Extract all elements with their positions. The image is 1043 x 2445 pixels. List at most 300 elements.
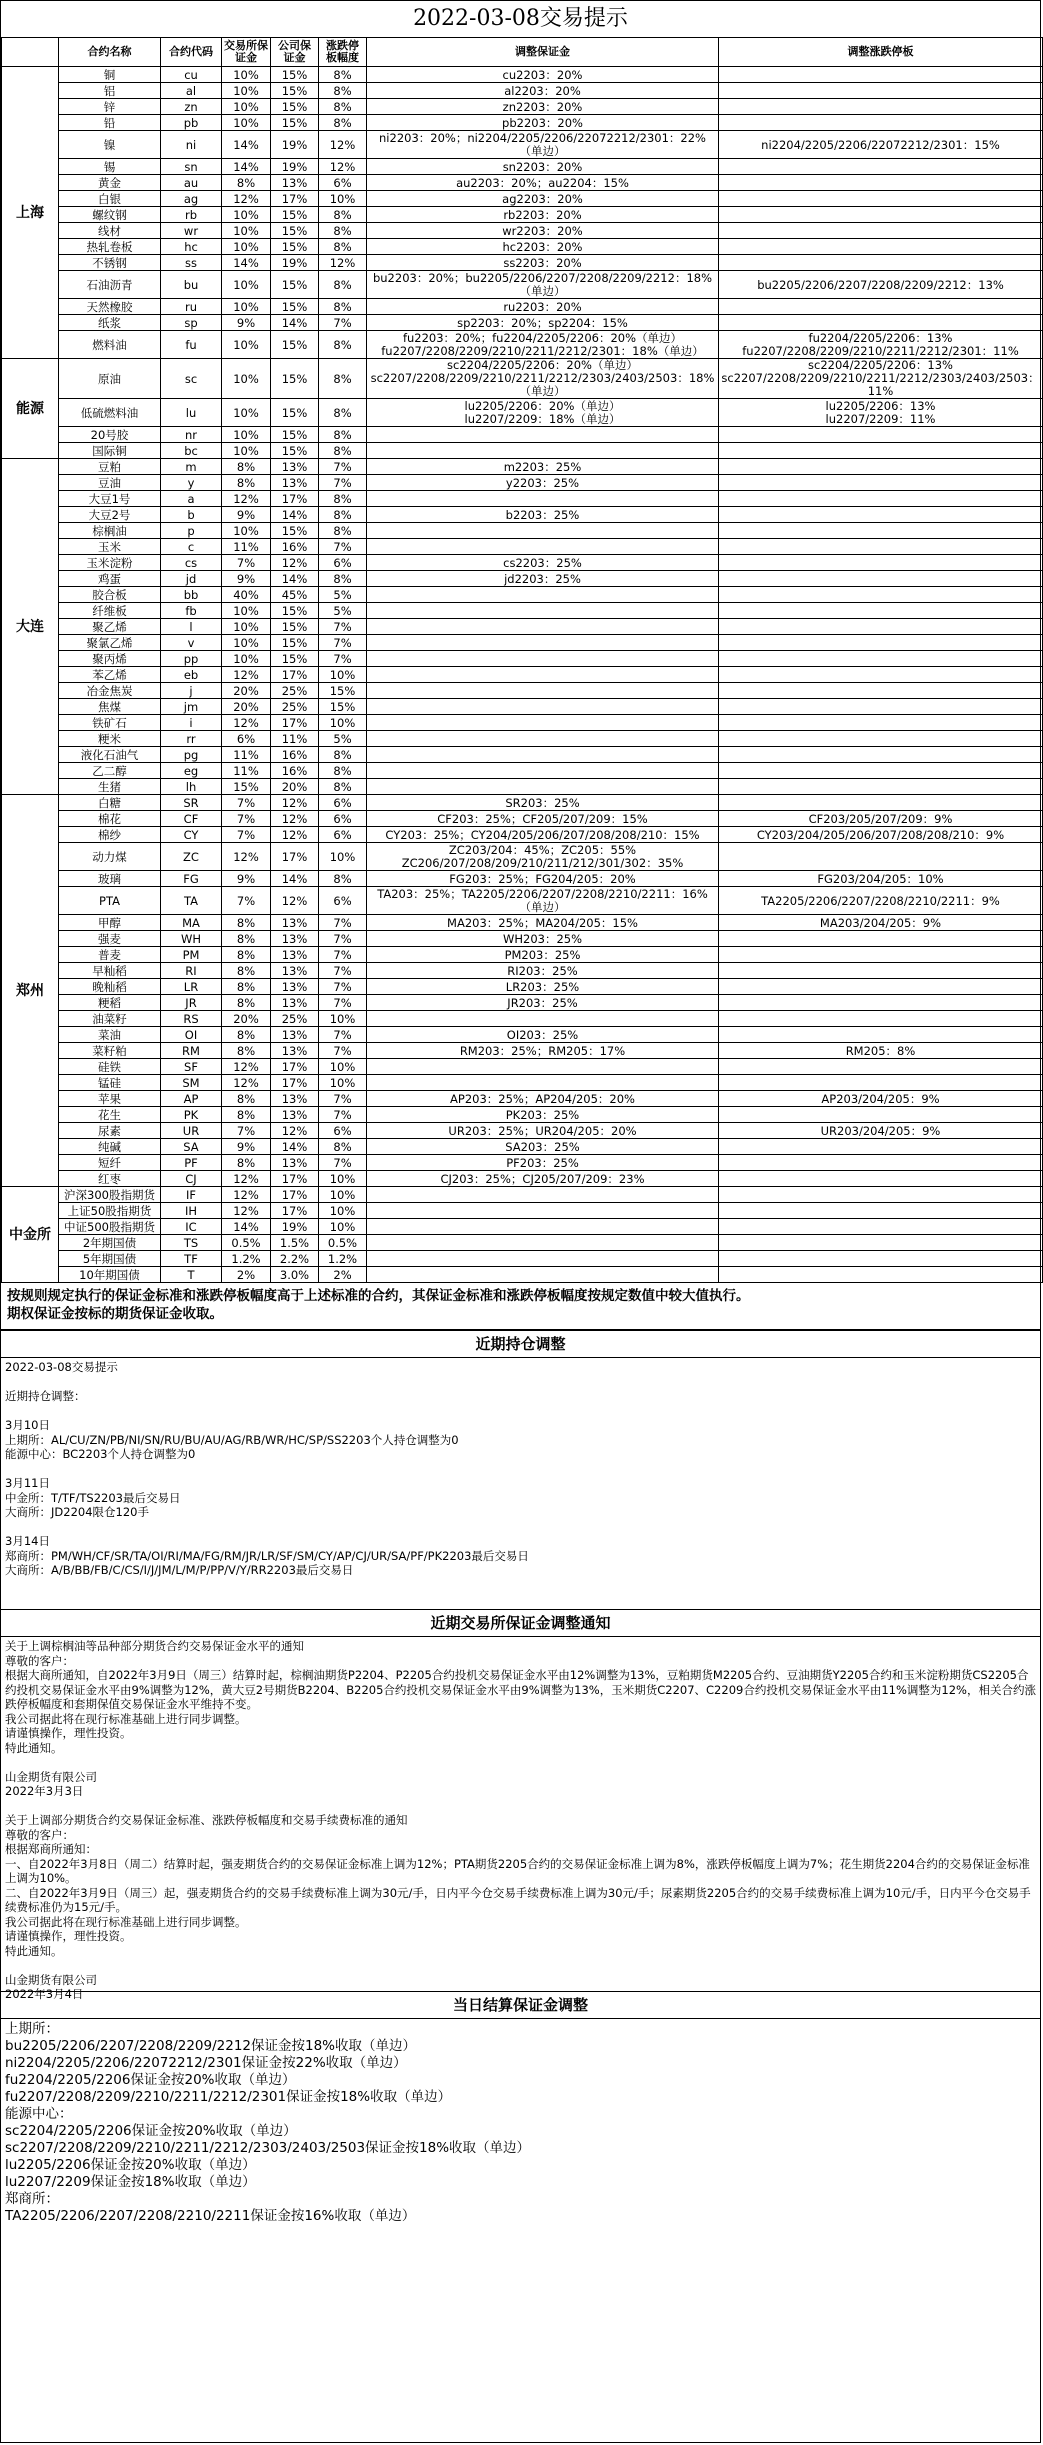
exchange-margin-cell: 10%: [222, 207, 271, 223]
company-margin-cell: 12%: [271, 811, 319, 827]
table-row: [2, 699, 1043, 715]
header-cell: 公司保证金: [271, 38, 319, 67]
exchange-margin-cell: 10%: [222, 83, 271, 99]
contract-code-cell: c: [161, 539, 222, 555]
exchange-margin-cell: 10%: [222, 635, 271, 651]
adjusted-margin-cell: [367, 399, 719, 427]
contract-name-cell: 红枣: [59, 1171, 161, 1187]
adjusted-margin-cell: wr2203：20%: [367, 223, 719, 239]
company-margin-cell: 15%: [271, 399, 319, 427]
text-line: 特此通知。: [5, 1740, 63, 1755]
contract-code-cell: IC: [161, 1219, 222, 1235]
text-line: 关于上调部分期货合约交易保证金标准、涨跌停板幅度和交易手续费标准的通知: [5, 1813, 408, 1827]
adjusted-limit-cell: [719, 555, 1043, 571]
adjusted-limit-cell: [719, 699, 1043, 715]
adjusted-limit-cell: [719, 843, 1043, 871]
company-margin-cell: 13%: [271, 995, 319, 1011]
contract-code-cell: zn: [161, 99, 222, 115]
exchange-margin-cell: 7%: [222, 887, 271, 915]
table-row: [2, 507, 1043, 523]
adjusted-margin-cell: [367, 587, 719, 603]
adjusted-margin-cell: [367, 1203, 719, 1219]
price-limit-cell: 12%: [319, 159, 367, 175]
table-row: [2, 1203, 1043, 1219]
contract-code-cell: hc: [161, 239, 222, 255]
adjusted-limit-cell: [719, 571, 1043, 587]
exchange-margin-cell: 10%: [222, 271, 271, 299]
text-line: fu2204/2205/2206保证金按20%收取（单边）: [5, 2072, 296, 2088]
table-row: [2, 947, 1043, 963]
exchange-margin-cell: 9%: [222, 315, 271, 331]
company-margin-cell: 17%: [271, 491, 319, 507]
adjusted-limit-cell: [719, 1203, 1043, 1219]
adjusted-margin-cell: [367, 1235, 719, 1251]
cell-line: sc2207/2208/2209/2210/2211/2212/2303/2403/2503：18%（单边）: [370, 371, 715, 398]
adjusted-limit-cell: [719, 1059, 1043, 1075]
contract-name-cell: 铜: [59, 67, 161, 83]
contract-code-cell: CF: [161, 811, 222, 827]
adjusted-margin-cell: ni2203：20%；ni2204/2205/2206/22072212/2301：22%（单边）: [367, 131, 719, 159]
price-limit-cell: 6%: [319, 827, 367, 843]
company-margin-cell: 17%: [271, 1171, 319, 1187]
contract-code-cell: RM: [161, 1043, 222, 1059]
adjusted-margin-cell: AP203：25%；AP204/205：20%: [367, 1091, 719, 1107]
margin-notice-body: [1, 1637, 1040, 2001]
table-row: [2, 523, 1043, 539]
contract-name-cell: 粳稻: [59, 995, 161, 1011]
text-line: 一、自2022年3月8日（周二）结算时起，强麦期货合约的交易保证金标准上调为12%；PTA期货2205合约的交易保证金标准上调为8%，涨跌停板幅度上调为7%；花生期货2204合约的交易保证金标准上调为10%。: [5, 1856, 1030, 1885]
table-row: [2, 763, 1043, 779]
adjusted-margin-cell: m2203：25%: [367, 459, 719, 475]
adjusted-limit-cell: [719, 1011, 1043, 1027]
exchange-margin-cell: 8%: [222, 963, 271, 979]
adjusted-margin-cell: rb2203：20%: [367, 207, 719, 223]
text-line: 郑商所：: [5, 2191, 59, 2207]
exchange-margin-cell: 40%: [222, 587, 271, 603]
contract-name-cell: 不锈钢: [59, 255, 161, 271]
table-row: [2, 795, 1043, 811]
contract-name-cell: 镍: [59, 131, 161, 159]
price-limit-cell: 7%: [319, 619, 367, 635]
contract-code-cell: PK: [161, 1107, 222, 1123]
exchange-margin-cell: 8%: [222, 459, 271, 475]
price-limit-cell: 10%: [319, 843, 367, 871]
text-line: 山金期货有限公司: [5, 1769, 97, 1784]
table-row: [2, 299, 1043, 315]
contract-code-cell: CJ: [161, 1171, 222, 1187]
table-row: [2, 1139, 1043, 1155]
text-line: 能源中心：BC2203个人持仓调整为0: [5, 1447, 196, 1461]
price-limit-cell: 8%: [319, 359, 367, 399]
company-margin-cell: 12%: [271, 887, 319, 915]
text-line: 3月14日: [5, 1534, 50, 1548]
adjusted-limit-cell: [719, 475, 1043, 491]
contract-code-cell: ZC: [161, 843, 222, 871]
contract-code-cell: eb: [161, 667, 222, 683]
adjusted-margin-cell: hc2203：20%: [367, 239, 719, 255]
text-line: 2022年3月3日: [5, 1784, 84, 1798]
company-margin-cell: 13%: [271, 1027, 319, 1043]
adjusted-limit-cell: [719, 931, 1043, 947]
header-cell: 调整保证金: [367, 38, 719, 67]
exchange-margin-cell: 11%: [222, 747, 271, 763]
text-line: 能源中心：: [5, 2106, 73, 2122]
adjusted-limit-cell: [719, 191, 1043, 207]
company-margin-cell: 17%: [271, 1187, 319, 1203]
price-limit-cell: 8%: [319, 223, 367, 239]
adjusted-margin-cell: UR203：25%；UR204/205：20%: [367, 1123, 719, 1139]
price-limit-cell: 8%: [319, 763, 367, 779]
table-row: [2, 1187, 1043, 1203]
text-line: 3月10日: [5, 1418, 50, 1432]
adjusted-limit-cell: [719, 67, 1043, 83]
exchange-margin-cell: 12%: [222, 1075, 271, 1091]
company-margin-cell: 13%: [271, 979, 319, 995]
rule-note-line: 按规则规定执行的保证金标准和涨跌停板幅度高于上述标准的合约，其保证金标准和涨跌停板幅度按规定数值中较大值执行。: [7, 1288, 750, 1304]
cell-line: fu2204/2205/2206：13%: [808, 330, 953, 345]
contract-code-cell: au: [161, 175, 222, 191]
price-limit-cell: 7%: [319, 963, 367, 979]
adjusted-margin-cell: RI203：25%: [367, 963, 719, 979]
adjusted-limit-cell: CF203/205/207/209：9%: [719, 811, 1043, 827]
price-limit-cell: 10%: [319, 191, 367, 207]
table-row: [2, 1235, 1043, 1251]
contract-name-cell: 沪深300股指期货: [59, 1187, 161, 1203]
contract-name-cell: 铅: [59, 115, 161, 131]
adjusted-margin-cell: [367, 1219, 719, 1235]
contract-name-cell: 白银: [59, 191, 161, 207]
adjusted-limit-cell: [719, 255, 1043, 271]
table-row: [2, 931, 1043, 947]
adjusted-limit-cell: bu2205/2206/2207/2208/2209/2212：13%: [719, 271, 1043, 299]
adjusted-margin-cell: [367, 699, 719, 715]
exchange-margin-cell: 7%: [222, 827, 271, 843]
contract-name-cell: PTA: [59, 887, 161, 915]
adjusted-limit-cell: TA2205/2206/2207/2208/2210/2211：9%: [719, 887, 1043, 915]
table-row: [2, 779, 1043, 795]
adjusted-limit-cell: [719, 443, 1043, 459]
table-row: [2, 827, 1043, 843]
company-margin-cell: 25%: [271, 683, 319, 699]
adjusted-margin-cell: [367, 667, 719, 683]
price-limit-cell: 5%: [319, 603, 367, 619]
price-limit-cell: 10%: [319, 1059, 367, 1075]
company-margin-cell: 12%: [271, 1123, 319, 1139]
contract-name-cell: 花生: [59, 1107, 161, 1123]
price-limit-cell: 8%: [319, 271, 367, 299]
price-limit-cell: 1.2%: [319, 1251, 367, 1267]
price-limit-cell: 10%: [319, 667, 367, 683]
contract-name-cell: 尿素: [59, 1123, 161, 1139]
contract-name-cell: 液化石油气: [59, 747, 161, 763]
adjusted-limit-cell: MA203/204/205：9%: [719, 915, 1043, 931]
contract-name-cell: 油菜籽: [59, 1011, 161, 1027]
price-limit-cell: 8%: [319, 747, 367, 763]
exchange-margin-cell: 10%: [222, 603, 271, 619]
contract-code-cell: CY: [161, 827, 222, 843]
price-limit-cell: 7%: [319, 635, 367, 651]
adjusted-margin-cell: sp2203：20%；sp2204：15%: [367, 315, 719, 331]
exchange-margin-cell: 14%: [222, 1219, 271, 1235]
company-margin-cell: 13%: [271, 931, 319, 947]
adjusted-margin-cell: [367, 683, 719, 699]
exchange-margin-cell: 12%: [222, 667, 271, 683]
table-header-row: [2, 38, 1043, 67]
adjusted-limit-cell: [719, 963, 1043, 979]
contract-name-cell: 棉花: [59, 811, 161, 827]
exchange-margin-cell: 10%: [222, 523, 271, 539]
company-margin-cell: 17%: [271, 1203, 319, 1219]
price-limit-cell: 12%: [319, 131, 367, 159]
contract-code-cell: FG: [161, 871, 222, 887]
contract-code-cell: l: [161, 619, 222, 635]
contract-code-cell: rr: [161, 731, 222, 747]
adjusted-margin-cell: OI203：25%: [367, 1027, 719, 1043]
price-limit-cell: 8%: [319, 571, 367, 587]
exchange-margin-cell: 10%: [222, 223, 271, 239]
contract-code-cell: lh: [161, 779, 222, 795]
adjusted-limit-cell: [719, 1251, 1043, 1267]
text-line: 山金期货有限公司: [5, 1972, 97, 1987]
table-row: [2, 207, 1043, 223]
contract-name-cell: 燃料油: [59, 331, 161, 359]
adjusted-limit-cell: [719, 315, 1043, 331]
company-margin-cell: 1.5%: [271, 1235, 319, 1251]
exchange-margin-cell: 8%: [222, 1091, 271, 1107]
company-margin-cell: 14%: [271, 507, 319, 523]
price-limit-cell: 7%: [319, 459, 367, 475]
adjusted-margin-cell: [367, 715, 719, 731]
adjusted-limit-cell: [719, 587, 1043, 603]
adjusted-margin-cell: al2203：20%: [367, 83, 719, 99]
text-line: 请谨慎操作，理性投资。: [5, 1726, 132, 1740]
company-margin-cell: 13%: [271, 947, 319, 963]
text-line: 大商所：A/B/BB/FB/C/CS/I/J/JM/L/M/P/PP/V/Y/RR2203最后交易日: [5, 1563, 354, 1577]
price-limit-cell: 8%: [319, 83, 367, 99]
price-limit-cell: 10%: [319, 1219, 367, 1235]
adjusted-margin-cell: PK203：25%: [367, 1107, 719, 1123]
contract-name-cell: 棕榈油: [59, 523, 161, 539]
contract-name-cell: 聚氯乙烯: [59, 635, 161, 651]
text-line: TA2205/2206/2207/2208/2210/2211保证金按16%收取（单边）: [5, 2208, 416, 2224]
adjusted-limit-cell: CY203/204/205/206/207/208/208/210：9%: [719, 827, 1043, 843]
company-margin-cell: 19%: [271, 255, 319, 271]
table-row: [2, 159, 1043, 175]
exchange-margin-cell: 8%: [222, 1027, 271, 1043]
company-margin-cell: 20%: [271, 779, 319, 795]
adjusted-margin-cell: FG203：25%；FG204/205：20%: [367, 871, 719, 887]
adjusted-limit-cell: [719, 299, 1043, 315]
exchange-margin-cell: 7%: [222, 555, 271, 571]
adjusted-margin-cell: [367, 539, 719, 555]
contract-code-cell: wr: [161, 223, 222, 239]
adjusted-limit-cell: [719, 667, 1043, 683]
price-limit-cell: 10%: [319, 1203, 367, 1219]
adjusted-limit-cell: [719, 1027, 1043, 1043]
table-row: [2, 635, 1043, 651]
table-row: [2, 191, 1043, 207]
header-cell: [2, 38, 59, 67]
adjusted-limit-cell: [719, 459, 1043, 475]
adjusted-margin-cell: ss2203：20%: [367, 255, 719, 271]
exchange-margin-cell: 7%: [222, 795, 271, 811]
company-margin-cell: 15%: [271, 651, 319, 667]
contract-code-cell: T: [161, 1267, 222, 1283]
exchange-margin-cell: 14%: [222, 131, 271, 159]
adjusted-margin-cell: sn2203：20%: [367, 159, 719, 175]
company-margin-cell: 17%: [271, 1059, 319, 1075]
table-row: [2, 99, 1043, 115]
exchange-margin-cell: 8%: [222, 915, 271, 931]
company-margin-cell: 15%: [271, 99, 319, 115]
adjusted-limit-cell: [719, 979, 1043, 995]
contract-name-cell: 粳米: [59, 731, 161, 747]
table-row: [2, 443, 1043, 459]
table-row: [2, 271, 1043, 299]
price-limit-cell: 6%: [319, 811, 367, 827]
cell-line: sc2204/2205/2206：20%（单边）: [447, 358, 638, 372]
contract-code-cell: pb: [161, 115, 222, 131]
company-margin-cell: 2.2%: [271, 1251, 319, 1267]
price-limit-cell: 15%: [319, 683, 367, 699]
contract-name-cell: 豆油: [59, 475, 161, 491]
text-line: 关于上调棕榈油等品种部分期货合约交易保证金水平的通知: [5, 1639, 304, 1653]
contract-name-cell: 纤维板: [59, 603, 161, 619]
company-margin-cell: 15%: [271, 443, 319, 459]
price-limit-cell: 7%: [319, 931, 367, 947]
company-margin-cell: 15%: [271, 271, 319, 299]
company-margin-cell: 13%: [271, 1107, 319, 1123]
company-margin-cell: 19%: [271, 1219, 319, 1235]
adjusted-margin-cell: au2203：20%；au2204：15%: [367, 175, 719, 191]
header-cell: 合约代码: [161, 38, 222, 67]
contract-code-cell: p: [161, 523, 222, 539]
contract-name-cell: 聚乙烯: [59, 619, 161, 635]
exchange-margin-cell: 20%: [222, 699, 271, 715]
contract-name-cell: 冶金焦炭: [59, 683, 161, 699]
text-line: [5, 1404, 1036, 1419]
company-margin-cell: 15%: [271, 331, 319, 359]
contract-code-cell: y: [161, 475, 222, 491]
exchange-margin-cell: 8%: [222, 947, 271, 963]
adjusted-limit-cell: [719, 651, 1043, 667]
price-limit-cell: 7%: [319, 1155, 367, 1171]
adjusted-margin-cell: [367, 635, 719, 651]
adjusted-limit-cell: [719, 731, 1043, 747]
adjusted-margin-cell: [367, 843, 719, 871]
header-cell: 合约名称: [59, 38, 161, 67]
text-line: lu2205/2206保证金按20%收取（单边）: [5, 2157, 256, 2173]
company-margin-cell: 13%: [271, 1091, 319, 1107]
exchange-margin-cell: 12%: [222, 1203, 271, 1219]
company-margin-cell: 15%: [271, 427, 319, 443]
contract-name-cell: 硅铁: [59, 1059, 161, 1075]
company-margin-cell: 25%: [271, 1011, 319, 1027]
contract-name-cell: 线材: [59, 223, 161, 239]
contract-name-cell: 低硫燃料油: [59, 399, 161, 427]
adjusted-limit-cell: [719, 947, 1043, 963]
contract-name-cell: 纸浆: [59, 315, 161, 331]
company-margin-cell: 17%: [271, 667, 319, 683]
price-limit-cell: 12%: [319, 255, 367, 271]
adjusted-limit-cell: [719, 239, 1043, 255]
exchange-margin-cell: 9%: [222, 571, 271, 587]
adjusted-margin-cell: zn2203：20%: [367, 99, 719, 115]
text-line: 我公司据此将在现行标准基础上进行同步调整。: [5, 1914, 247, 1929]
adjusted-limit-cell: [719, 1235, 1043, 1251]
contract-name-cell: 黄金: [59, 175, 161, 191]
table-row: [2, 587, 1043, 603]
contract-name-cell: 鸡蛋: [59, 571, 161, 587]
table-row: [2, 223, 1043, 239]
adjusted-margin-cell: [367, 491, 719, 507]
exchange-margin-cell: 10%: [222, 651, 271, 667]
price-limit-cell: 7%: [319, 315, 367, 331]
contract-name-cell: 玻璃: [59, 871, 161, 887]
table-row: [2, 747, 1043, 763]
adjusted-limit-cell: RM205：8%: [719, 1043, 1043, 1059]
adjusted-limit-cell: [719, 491, 1043, 507]
exchange-margin-cell: 10%: [222, 359, 271, 399]
price-limit-cell: 6%: [319, 887, 367, 915]
text-line: [5, 1755, 1036, 1770]
adjusted-limit-cell: [719, 331, 1043, 359]
contract-name-cell: 锌: [59, 99, 161, 115]
contract-code-cell: UR: [161, 1123, 222, 1139]
company-margin-cell: 14%: [271, 315, 319, 331]
header-cell: 涨跌停板幅度: [319, 38, 367, 67]
company-margin-cell: 15%: [271, 635, 319, 651]
exchange-margin-cell: 9%: [222, 507, 271, 523]
contract-name-cell: 铝: [59, 83, 161, 99]
adjusted-margin-cell: [367, 427, 719, 443]
table-row: [2, 475, 1043, 491]
contract-name-cell: 国际铜: [59, 443, 161, 459]
company-margin-cell: 15%: [271, 523, 319, 539]
company-margin-cell: 15%: [271, 223, 319, 239]
contract-name-cell: 白糖: [59, 795, 161, 811]
adjusted-limit-cell: [719, 359, 1043, 399]
company-margin-cell: 15%: [271, 67, 319, 83]
adjusted-margin-cell: [367, 523, 719, 539]
adjusted-limit-cell: [719, 399, 1043, 427]
table-row: [2, 239, 1043, 255]
company-margin-cell: 14%: [271, 571, 319, 587]
exchange-margin-cell: 10%: [222, 67, 271, 83]
exchange-margin-cell: 8%: [222, 175, 271, 191]
company-margin-cell: 17%: [271, 843, 319, 871]
exchange-margin-cell: 12%: [222, 1171, 271, 1187]
settlement-margin-body: [1, 2019, 1040, 2227]
exchange-margin-cell: 8%: [222, 1155, 271, 1171]
table-row: [2, 963, 1043, 979]
text-line: [5, 1375, 1036, 1390]
exchange-margin-cell: 10%: [222, 427, 271, 443]
exchange-margin-cell: 20%: [222, 683, 271, 699]
exchange-cell: 中金所: [2, 1187, 59, 1283]
text-line: 上期所：: [5, 2021, 59, 2037]
exchange-margin-cell: 11%: [222, 539, 271, 555]
exchange-cell: 郑州: [2, 795, 59, 1187]
contract-code-cell: RS: [161, 1011, 222, 1027]
text-line: [5, 1462, 1036, 1477]
price-limit-cell: 8%: [319, 443, 367, 459]
adjusted-margin-cell: cu2203：20%: [367, 67, 719, 83]
adjusted-margin-cell: [367, 359, 719, 399]
company-margin-cell: 14%: [271, 1139, 319, 1155]
table-row: [2, 1043, 1043, 1059]
contract-code-cell: v: [161, 635, 222, 651]
